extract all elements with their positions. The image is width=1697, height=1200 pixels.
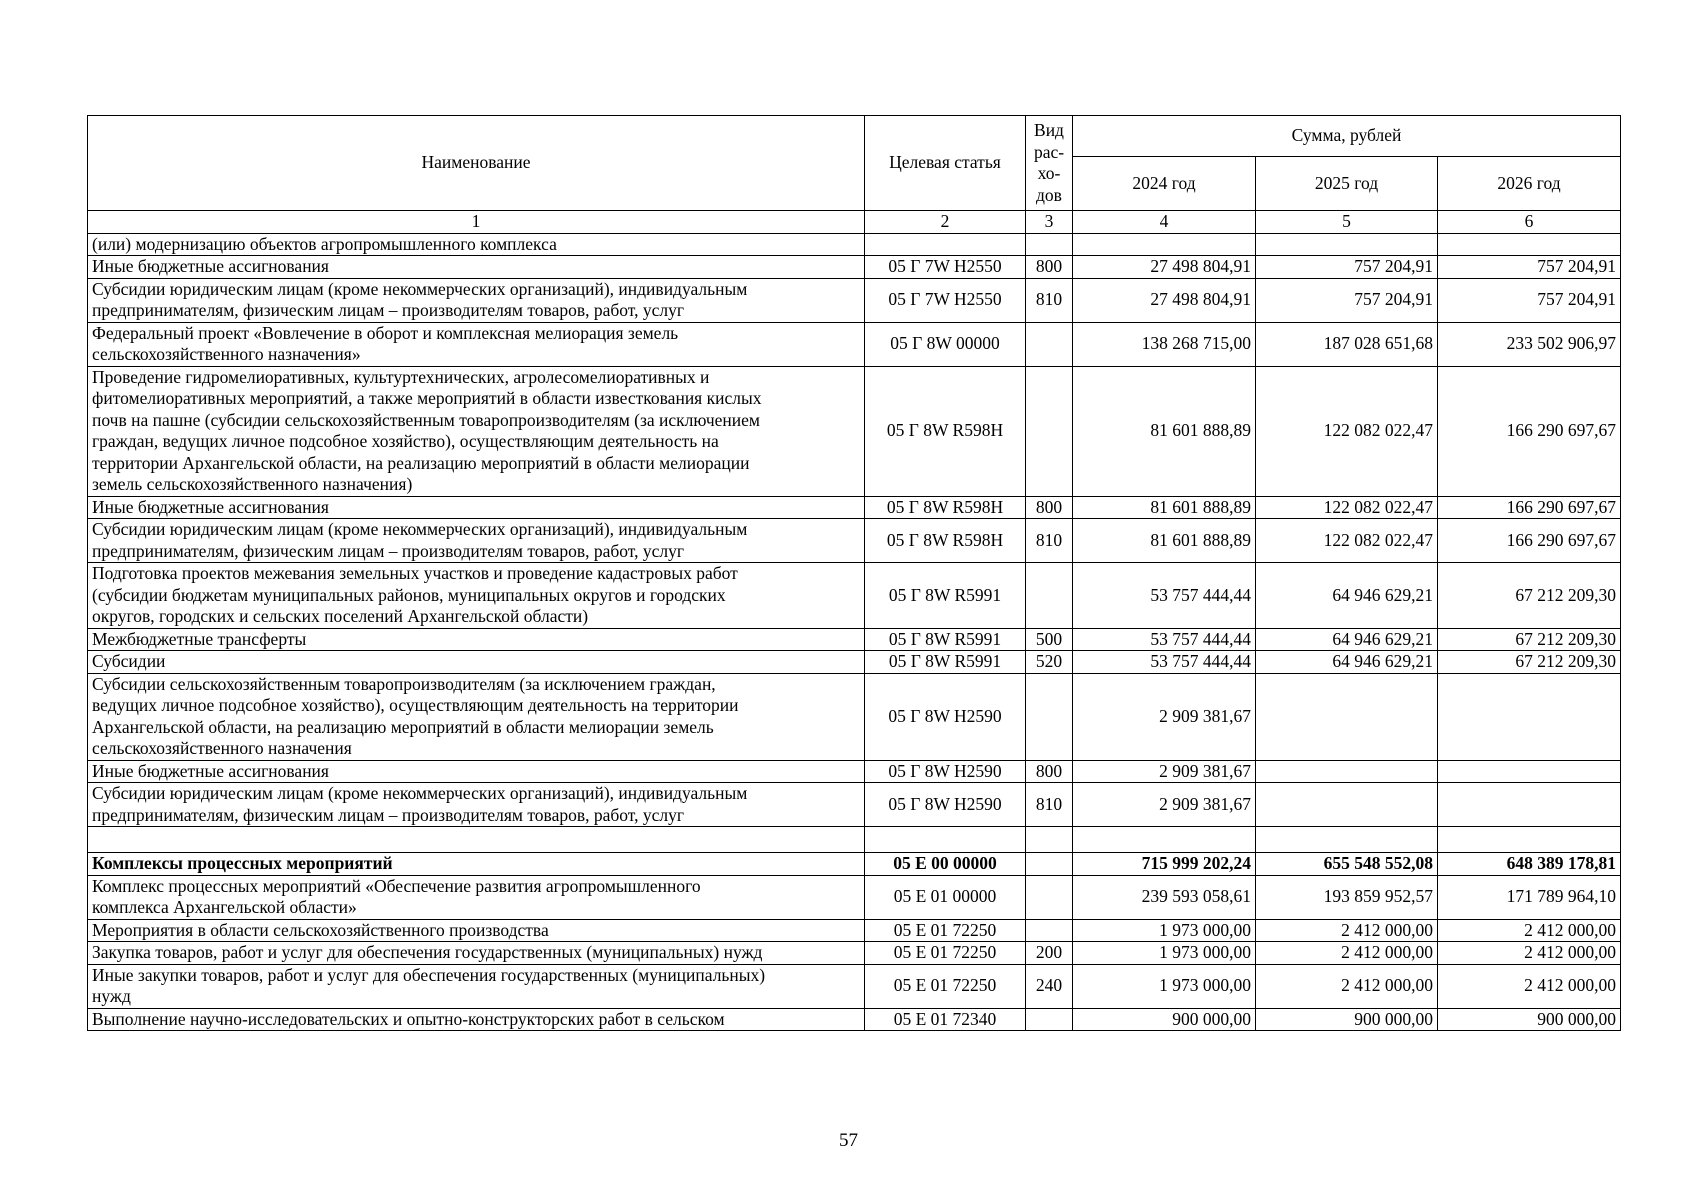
amount-2025-cell — [1256, 233, 1438, 256]
amount-2026-cell: 166 290 697,67 — [1438, 519, 1621, 563]
row-name: Федеральный проект «Вовлечение в оборот и комплексная мелиорация земель сельскохозяйственного назначения» — [88, 322, 865, 366]
amount-2024-cell: 2 909 381,67 — [1073, 673, 1256, 760]
row-name: Субсидии юридическим лицам (кроме некоммерческих организаций), индивидуальным предпринимателям, физическим лицам – производителям товаров, работ, услуг — [88, 278, 865, 322]
target-article-cell: 05 Е 01 72250 — [865, 919, 1026, 942]
table-row — [88, 651, 1621, 674]
target-article-cell: 05 Г 8W R5991 — [865, 628, 1026, 651]
target-article-cell: 05 Г 8W 00000 — [865, 322, 1026, 366]
target-article-cell: 05 Г 8W R5991 — [865, 563, 1026, 629]
target-article-cell: 05 Е 01 00000 — [865, 875, 1026, 919]
amount-2025-cell: 757 204,91 — [1256, 256, 1438, 279]
table-row — [88, 964, 1621, 1008]
row-name: Субсидии — [88, 651, 865, 674]
amount-2024-cell: 239 593 058,61 — [1073, 875, 1256, 919]
table-row — [88, 519, 1621, 563]
row-name: Комплекс процессных мероприятий «Обеспечение развития агропромышленного комплекса Архангельской области» — [88, 875, 865, 919]
target-article-cell — [865, 233, 1026, 256]
expense-type-cell — [1026, 919, 1073, 942]
table-row — [88, 942, 1621, 965]
expense-type-cell: 240 — [1026, 964, 1073, 1008]
amount-2024-cell: 900 000,00 — [1073, 1008, 1256, 1031]
amount-2024-cell: 715 999 202,24 — [1073, 853, 1256, 876]
amount-2024-cell: 2 909 381,67 — [1073, 760, 1256, 783]
header-year-2025: 2025 год — [1256, 157, 1438, 211]
column-number: 6 — [1438, 211, 1621, 234]
table-row — [88, 233, 1621, 256]
budget-table — [87, 115, 1621, 1031]
target-article-cell: 05 Е 01 72250 — [865, 964, 1026, 1008]
row-name: Субсидии юридическим лицам (кроме некоммерческих организаций), индивидуальным предпринимателям, физическим лицам – производителям товаров, работ, услуг — [88, 783, 865, 827]
amount-2025-cell — [1256, 673, 1438, 760]
amount-2026-cell: 67 212 209,30 — [1438, 563, 1621, 629]
table-row — [88, 827, 1621, 853]
row-name — [88, 827, 865, 853]
row-name: Комплексы процессных мероприятий — [88, 853, 865, 876]
header-sum: Сумма, рублей — [1073, 116, 1621, 157]
amount-2024-cell: 81 601 888,89 — [1073, 496, 1256, 519]
table-row — [88, 919, 1621, 942]
amount-2026-cell: 233 502 906,97 — [1438, 322, 1621, 366]
amount-2025-cell: 187 028 651,68 — [1256, 322, 1438, 366]
table-row — [88, 496, 1621, 519]
table-row — [88, 1008, 1621, 1031]
target-article-cell: 05 Г 8W R598H — [865, 519, 1026, 563]
amount-2024-cell: 1 973 000,00 — [1073, 919, 1256, 942]
table-row — [88, 366, 1621, 496]
column-number: 3 — [1026, 211, 1073, 234]
target-article-cell: 05 Е 01 72250 — [865, 942, 1026, 965]
amount-2026-cell: 67 212 209,30 — [1438, 628, 1621, 651]
row-name: Подготовка проектов межевания земельных участков и проведение кадастровых работ (субсидии бюджетам муниципальных районов, муниципальных округов и городских округов, городских и сельских поселений Архангельской области) — [88, 563, 865, 629]
table-body — [88, 233, 1621, 1031]
amount-2026-cell — [1438, 233, 1621, 256]
amount-2024-cell: 81 601 888,89 — [1073, 366, 1256, 496]
column-number: 1 — [88, 211, 865, 234]
expense-type-cell: 520 — [1026, 651, 1073, 674]
amount-2024-cell: 53 757 444,44 — [1073, 563, 1256, 629]
amount-2024-cell — [1073, 233, 1256, 256]
amount-2026-cell — [1438, 827, 1621, 853]
expense-type-cell — [1026, 1008, 1073, 1031]
expense-type-cell: 810 — [1026, 519, 1073, 563]
header-year-2024: 2024 год — [1073, 157, 1256, 211]
amount-2024-cell: 53 757 444,44 — [1073, 628, 1256, 651]
amount-2025-cell — [1256, 827, 1438, 853]
target-article-cell: 05 Е 01 72340 — [865, 1008, 1026, 1031]
amount-2026-cell: 757 204,91 — [1438, 278, 1621, 322]
amount-2025-cell: 757 204,91 — [1256, 278, 1438, 322]
amount-2024-cell: 27 498 804,91 — [1073, 256, 1256, 279]
amount-2026-cell: 171 789 964,10 — [1438, 875, 1621, 919]
row-name: Субсидии юридическим лицам (кроме некоммерческих организаций), индивидуальным предпринимателям, физическим лицам – производителям товаров, работ, услуг — [88, 519, 865, 563]
expense-type-cell — [1026, 673, 1073, 760]
expense-type-cell — [1026, 853, 1073, 876]
amount-2026-cell: 2 412 000,00 — [1438, 964, 1621, 1008]
row-name: Иные бюджетные ассигнования — [88, 760, 865, 783]
amount-2024-cell: 1 973 000,00 — [1073, 964, 1256, 1008]
amount-2025-cell: 2 412 000,00 — [1256, 919, 1438, 942]
table-row — [88, 563, 1621, 629]
table-row — [88, 673, 1621, 760]
amount-2025-cell: 64 946 629,21 — [1256, 563, 1438, 629]
amount-2024-cell — [1073, 827, 1256, 853]
table-row — [88, 760, 1621, 783]
amount-2026-cell: 900 000,00 — [1438, 1008, 1621, 1031]
table-row — [88, 256, 1621, 279]
expense-type-cell: 800 — [1026, 256, 1073, 279]
amount-2024-cell: 53 757 444,44 — [1073, 651, 1256, 674]
column-number-row — [88, 211, 1621, 234]
expense-type-cell — [1026, 563, 1073, 629]
table-row — [88, 783, 1621, 827]
amount-2025-cell: 655 548 552,08 — [1256, 853, 1438, 876]
amount-2025-cell: 122 082 022,47 — [1256, 496, 1438, 519]
amount-2025-cell: 900 000,00 — [1256, 1008, 1438, 1031]
expense-type-cell — [1026, 233, 1073, 256]
amount-2025-cell: 122 082 022,47 — [1256, 366, 1438, 496]
amount-2024-cell: 1 973 000,00 — [1073, 942, 1256, 965]
amount-2026-cell: 166 290 697,67 — [1438, 496, 1621, 519]
target-article-cell — [865, 827, 1026, 853]
amount-2025-cell: 2 412 000,00 — [1256, 942, 1438, 965]
row-name: Закупка товаров, работ и услуг для обеспечения государственных (муниципальных) нужд — [88, 942, 865, 965]
row-name: Проведение гидромелиоративных, культуртехнических, агролесомелиоративных и фитомелиоративных мероприятий, а также мероприятий в области известкования кислых почв на пашне (субсидии сельскохозяйственным товаропроизводителям (за исключением граждан, ведущих личное подсобное хозяйство), осуществляющим деятельность на территории Архангельской области, на реализацию мероприятий в области мелиорации земель сельскохозяйственного назначения) — [88, 366, 865, 496]
row-name: Мероприятия в области сельскохозяйственного производства — [88, 919, 865, 942]
target-article-cell: 05 Г 7W H2550 — [865, 278, 1026, 322]
target-article-cell: 05 Г 8W R598H — [865, 496, 1026, 519]
target-article-cell: 05 Г 7W H2550 — [865, 256, 1026, 279]
row-name: Межбюджетные трансферты — [88, 628, 865, 651]
column-number: 5 — [1256, 211, 1438, 234]
amount-2025-cell — [1256, 783, 1438, 827]
amount-2025-cell — [1256, 760, 1438, 783]
amount-2024-cell: 2 909 381,67 — [1073, 783, 1256, 827]
expense-type-cell: 810 — [1026, 278, 1073, 322]
amount-2026-cell: 757 204,91 — [1438, 256, 1621, 279]
amount-2026-cell — [1438, 783, 1621, 827]
expense-type-cell: 200 — [1026, 942, 1073, 965]
header-name: Наименование — [88, 116, 865, 211]
header-target-article: Целевая статья — [865, 116, 1026, 211]
table-row — [88, 322, 1621, 366]
row-name: Субсидии сельскохозяйственным товаропроизводителям (за исключением граждан, ведущих личное подсобное хозяйство), осуществляющим деятельность на территории Архангельской области, на реализацию мероприятий в области мелиорации земель сельскохозяйственного назначения — [88, 673, 865, 760]
target-article-cell: 05 Г 8W H2590 — [865, 760, 1026, 783]
table-row — [88, 278, 1621, 322]
target-article-cell: 05 Г 8W R5991 — [865, 651, 1026, 674]
expense-type-cell — [1026, 366, 1073, 496]
expense-type-cell: 800 — [1026, 496, 1073, 519]
amount-2026-cell: 67 212 209,30 — [1438, 651, 1621, 674]
row-name: Иные бюджетные ассигнования — [88, 496, 865, 519]
table-row — [88, 875, 1621, 919]
amount-2026-cell: 2 412 000,00 — [1438, 942, 1621, 965]
amount-2024-cell: 81 601 888,89 — [1073, 519, 1256, 563]
expense-type-cell: 500 — [1026, 628, 1073, 651]
target-article-cell: 05 Г 8W H2590 — [865, 673, 1026, 760]
header-year-2026: 2026 год — [1438, 157, 1621, 211]
header-expense-type: Вид рас- хо- дов — [1026, 116, 1073, 211]
amount-2025-cell: 122 082 022,47 — [1256, 519, 1438, 563]
expense-type-cell: 810 — [1026, 783, 1073, 827]
amount-2026-cell: 2 412 000,00 — [1438, 919, 1621, 942]
amount-2025-cell: 193 859 952,57 — [1256, 875, 1438, 919]
column-number: 2 — [865, 211, 1026, 234]
target-article-cell: 05 Г 8W R598H — [865, 366, 1026, 496]
amount-2026-cell — [1438, 760, 1621, 783]
column-number: 4 — [1073, 211, 1256, 234]
target-article-cell: 05 Е 00 00000 — [865, 853, 1026, 876]
target-article-cell: 05 Г 8W H2590 — [865, 783, 1026, 827]
row-name: Выполнение научно-исследовательских и опытно-конструкторских работ в сельском — [88, 1008, 865, 1031]
amount-2026-cell: 166 290 697,67 — [1438, 366, 1621, 496]
table-row — [88, 853, 1621, 876]
expense-type-cell — [1026, 875, 1073, 919]
amount-2025-cell: 2 412 000,00 — [1256, 964, 1438, 1008]
amount-2026-cell — [1438, 673, 1621, 760]
row-name: (или) модернизацию объектов агропромышленного комплекса — [88, 233, 865, 256]
expense-type-cell: 800 — [1026, 760, 1073, 783]
amount-2024-cell: 138 268 715,00 — [1073, 322, 1256, 366]
expense-type-cell — [1026, 322, 1073, 366]
table-row — [88, 628, 1621, 651]
expense-type-cell — [1026, 827, 1073, 853]
amount-2025-cell: 64 946 629,21 — [1256, 628, 1438, 651]
amount-2026-cell: 648 389 178,81 — [1438, 853, 1621, 876]
page-number: 57 — [839, 1130, 858, 1151]
amount-2024-cell: 27 498 804,91 — [1073, 278, 1256, 322]
row-name: Иные бюджетные ассигнования — [88, 256, 865, 279]
row-name: Иные закупки товаров, работ и услуг для обеспечения государственных (муниципальных) нужд — [88, 964, 865, 1008]
amount-2025-cell: 64 946 629,21 — [1256, 651, 1438, 674]
